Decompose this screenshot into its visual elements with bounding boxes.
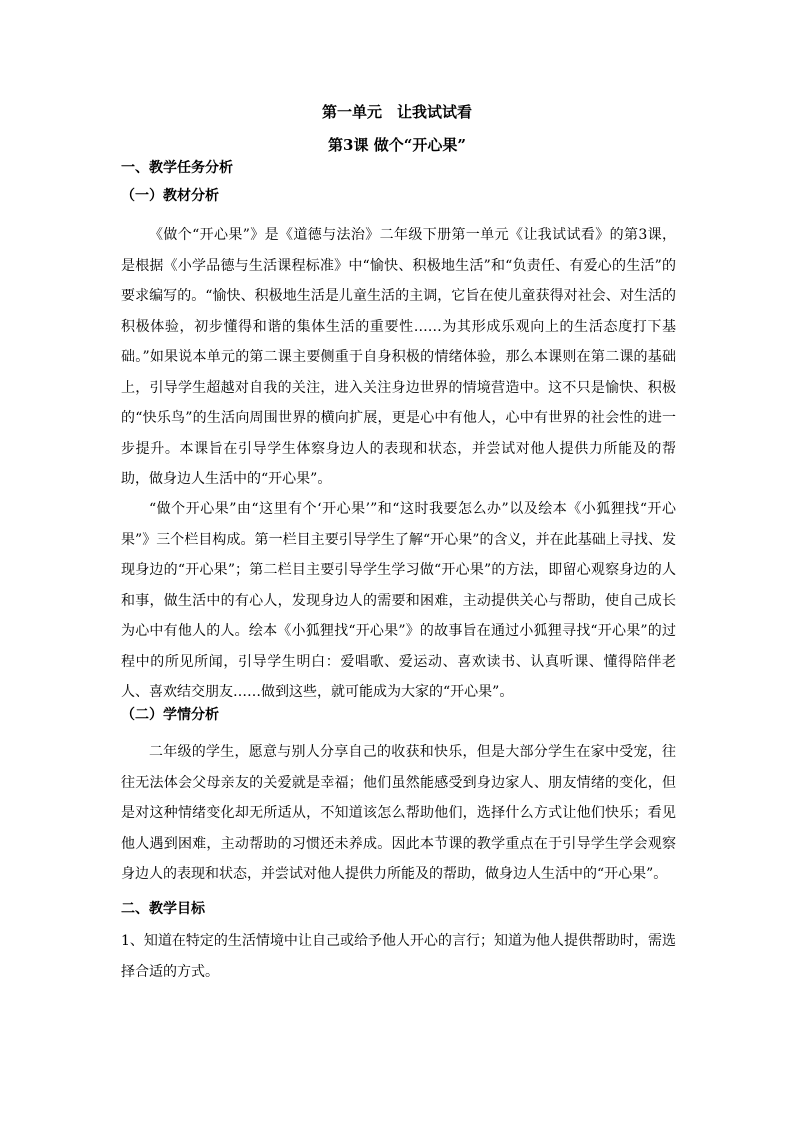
section-heading-task-analysis: 一、教学任务分析 (121, 160, 233, 176)
section-heading-teaching-goals: 二、教学目标 (121, 901, 205, 917)
unit-title: 第一单元 让我试试看 (321, 103, 472, 121)
goal-item-1: 1、知道在特定的生活情境中让自己或给予他人开心的言行；知道为他人提供帮助时，需选择合适的方式。 (121, 933, 676, 980)
paragraph-student-analysis: 二年级的学生，愿意与别人分享自己的收获和快乐，但是大部分学生在家中受宠，往往无法体会父母亲友的关爱就是幸福；他们虽然能感受到身边家人、朋友情绪的变化，但是对这种情绪变化却无所适从，不知道该怎么帮助他们，选择什么方式让他们快乐；看见他人遇到困难，主动帮助的习惯还未养成。因此本节课的教学重点在于引导学生学会观察身边人的表现和状态，并尝试对他人提供力所能及的帮助，做身边人生活中的“开心果”。 (121, 744, 676, 882)
lesson-title: 第3课 做个“开心果” (328, 136, 466, 154)
subsection-heading-textbook-analysis: （一）教材分析 (121, 188, 219, 204)
paragraph-textbook-analysis-1: 《做个“开心果”》是《道德与法治》二年级下册第一单元《让我试试看》的第3课，是根据《小学品德与生活课程标准》中“愉快、积极地生活”和“负责任、有爱心的生活”的要求编写的。“愉快、积极地生活是儿童生活的主调，它旨在使儿童获得对社会、对生活的积极体验，初步懂得和谐的集体生活的重要性……为其形成乐观向上的生活态度打下基础。”如果说本单元的第二课主要侧重于自身积极的情绪体验，那么本课则在第二课的基础上，引导学生超越对自我的关注，进入关注身边世界的情境营造中。这不只是愉快、积极的“快乐鸟”的生活向周围世界的横向扩展，更是心中有他人，心中有世界的社会性的进一步提升。本课旨在引导学生体察身边人的表现和状态，并尝试对他人提供力所能及的帮助，做身边人生活中的“开心果”。 (121, 227, 676, 487)
subsection-heading-student-analysis: （二）学情分析 (121, 707, 219, 723)
paragraph-textbook-analysis-2: “做个开心果”由“这里有个‘开心果’”和“这时我要怎么办”以及绘本《小狐狸找“开心果”》三个栏目构成。第一栏目主要引导学生了解“开心果”的含义，并在此基础上寻找、发现身边的“开心果”；第二栏目主要引导学生学习做“开心果”的方法，即留心观察身边的人和事，做生活中的有心人，发现身边人的需要和困难，主动提供关心与帮助，使自己成长为心中有他人的人。绘本《小狐狸找“开心果”》的故事旨在通过小狐狸寻找“开心果”的过程中的所见所闻，引导学生明白：爱唱歌、爱运动、喜欢读书、认真听课、懂得陪伴老人、喜欢结交朋友……做到这些，就可能成为大家的“开心果”。 (121, 501, 676, 700)
